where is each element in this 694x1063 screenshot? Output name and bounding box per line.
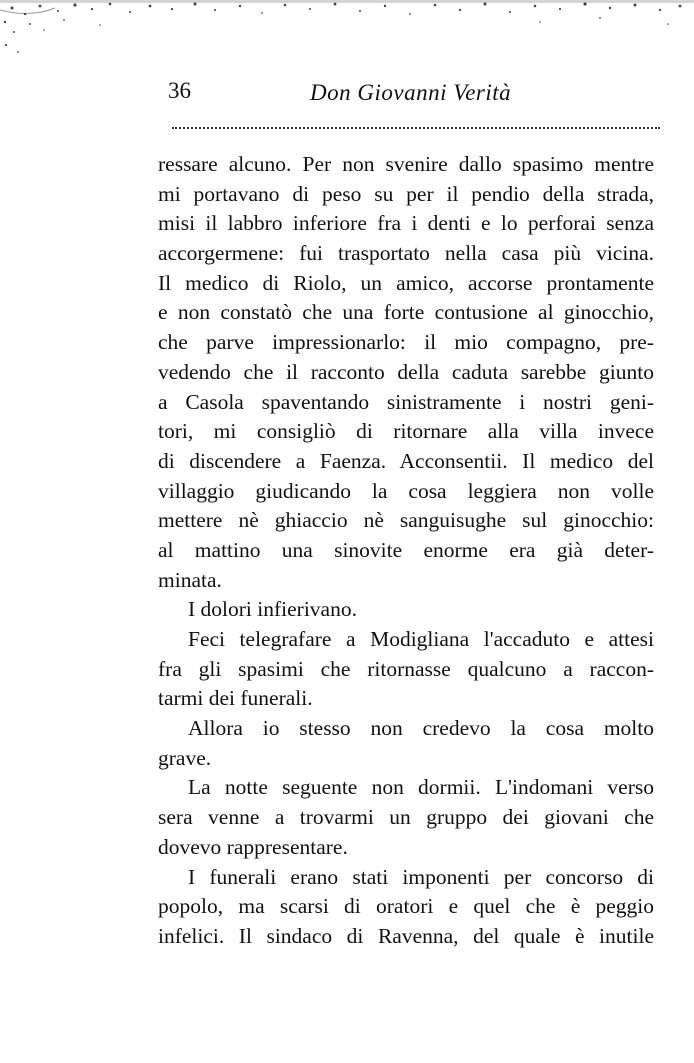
header-rule [172, 127, 660, 129]
text-line: minata. [158, 567, 222, 592]
text-line: Allora io stesso non credevo la cosa molto [188, 716, 654, 741]
text-line: grave. [158, 745, 212, 770]
body-text [158, 150, 654, 952]
text-line: al mattino una sinovite enorme era già deter- [158, 537, 654, 562]
text-line: a Casola spaventando sinistramente i nostri geni- [158, 389, 654, 414]
text-line: ressare alcuno. Per non svenire dallo spasimo mentre [158, 152, 654, 176]
running-title: Don Giovanni Verità [310, 80, 512, 105]
page-header [168, 78, 658, 112]
text-line: Feci telegrafare a Modigliana l'accaduto e attesi [188, 627, 654, 651]
text-line: dovevo rappresentare. [158, 834, 348, 859]
text-line: I funerali erano stati imponenti per concorso di [188, 864, 654, 889]
scan-speckle [0, 0, 694, 60]
text-line: che parve impressionarlo: il mio compagno, pre- [158, 330, 654, 355]
text-line: La notte seguente non dormii. L'indomani verso [188, 775, 654, 800]
text-line: infelici. Il sindaco di Ravenna, del quale è inutile [158, 923, 654, 948]
text-line: villaggio giudicando la cosa leggiera non volle [158, 478, 654, 503]
text-line: mi portavano di peso su per il pendio della strada, [158, 181, 654, 206]
text-line: mettere nè ghiaccio nè sanguisughe sul ginocchio: [158, 508, 654, 533]
text-line: tori, mi consigliò di ritornare alla villa invece [158, 419, 654, 444]
page-number: 36 [168, 78, 191, 103]
text-line: e non constatò che una forte contusione al ginocchio, [158, 300, 654, 325]
text-line: Il medico di Riolo, un amico, accorse prontamente [158, 270, 654, 295]
text-line: I dolori infierivano. [188, 597, 357, 622]
text-line: di discendere a Faenza. Acconsentii. Il medico del [158, 448, 654, 473]
text-line: sera venne a trovarmi un gruppo dei giovani che [158, 805, 654, 830]
text-line: popolo, ma scarsi di oratori e quel che è peggio [158, 894, 654, 919]
text-line: tarmi dei funerali. [158, 686, 313, 711]
text-line: misi il labbro inferiore fra i denti e lo perforai senza [158, 211, 654, 236]
text-line: vedendo che il racconto della caduta sarebbe giunto [158, 359, 654, 384]
text-line: accorgermene: fui trasportato nella casa più vicina. [158, 241, 654, 266]
text-line: fra gli spasimi che ritornasse qualcuno a raccon- [158, 656, 654, 681]
